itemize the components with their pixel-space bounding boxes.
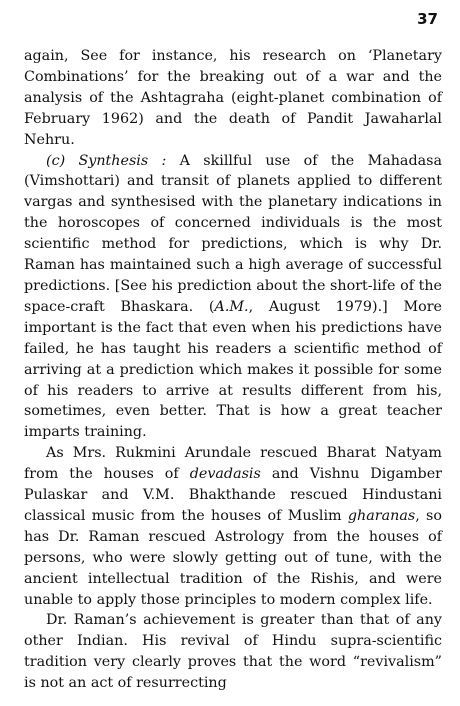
paragraph-2 bbox=[24, 151, 442, 444]
paragraph-2-text-2: , August 1979).] More important is the fact that even when his predictions have failed, he has taught his readers a scientific method of arriving at a prediction which makes it possible for some of his readers to arrive at results different from his, sometimes, even better. That is how a great teacher imparts training. bbox=[24, 298, 443, 441]
page-number: 37 bbox=[417, 10, 438, 28]
paragraph-3-text-1: As Mrs. Rukmini Arundale rescued Bharat Natyam from the houses of bbox=[24, 445, 442, 483]
paragraph-3-text-3: , so has Dr. Raman rescued Astrology from the houses of persons, who were slowly getting out of tune, with the ancient intellectual tradition of the Rishis, and were unable to apply those principles to modern complex life. bbox=[24, 507, 442, 608]
body-text bbox=[24, 46, 442, 694]
term-devadasis: devadasis bbox=[189, 466, 261, 483]
paragraph-4: Dr. Raman’s achievement is greater than that of any other Indian. His revival of Hindu supra-scientific tradition very clearly proves that the word “revivalism” is not an act of resurrecting bbox=[24, 612, 442, 692]
term-gharanas: gharanas bbox=[347, 507, 416, 524]
paragraph-3-text-2: and Vishnu Digamber Pulaskar and V.M. Bhakthande rescued Hindustani classical music from the houses of Muslim bbox=[24, 466, 442, 524]
section-label-synthesis: (c) Synthesis : bbox=[46, 152, 167, 169]
journal-abbreviation: A.M. bbox=[214, 298, 249, 315]
paragraph-2-text-1: A skillful use of the Mahadasa (Vimshottari) and transit of planets applied to different vargas and synthesised with the planetary indications in the horoscopes of concerned individuals is the most scientific method for predictions, which is why Dr. Raman has maintained such a high average of successful predictions. [See his prediction about the short-life of the space-craft Bhaskara. ( bbox=[24, 152, 442, 315]
paragraph-1: again, See for instance, his research on ‘Planetary Combinations’ for the breaking out of a war and the analysis of the Ashtagraha (eight-planet combination of February 1962) and the death of Pandit Jawaharlal Nehru. bbox=[24, 48, 442, 148]
paragraph-3 bbox=[24, 443, 442, 610]
